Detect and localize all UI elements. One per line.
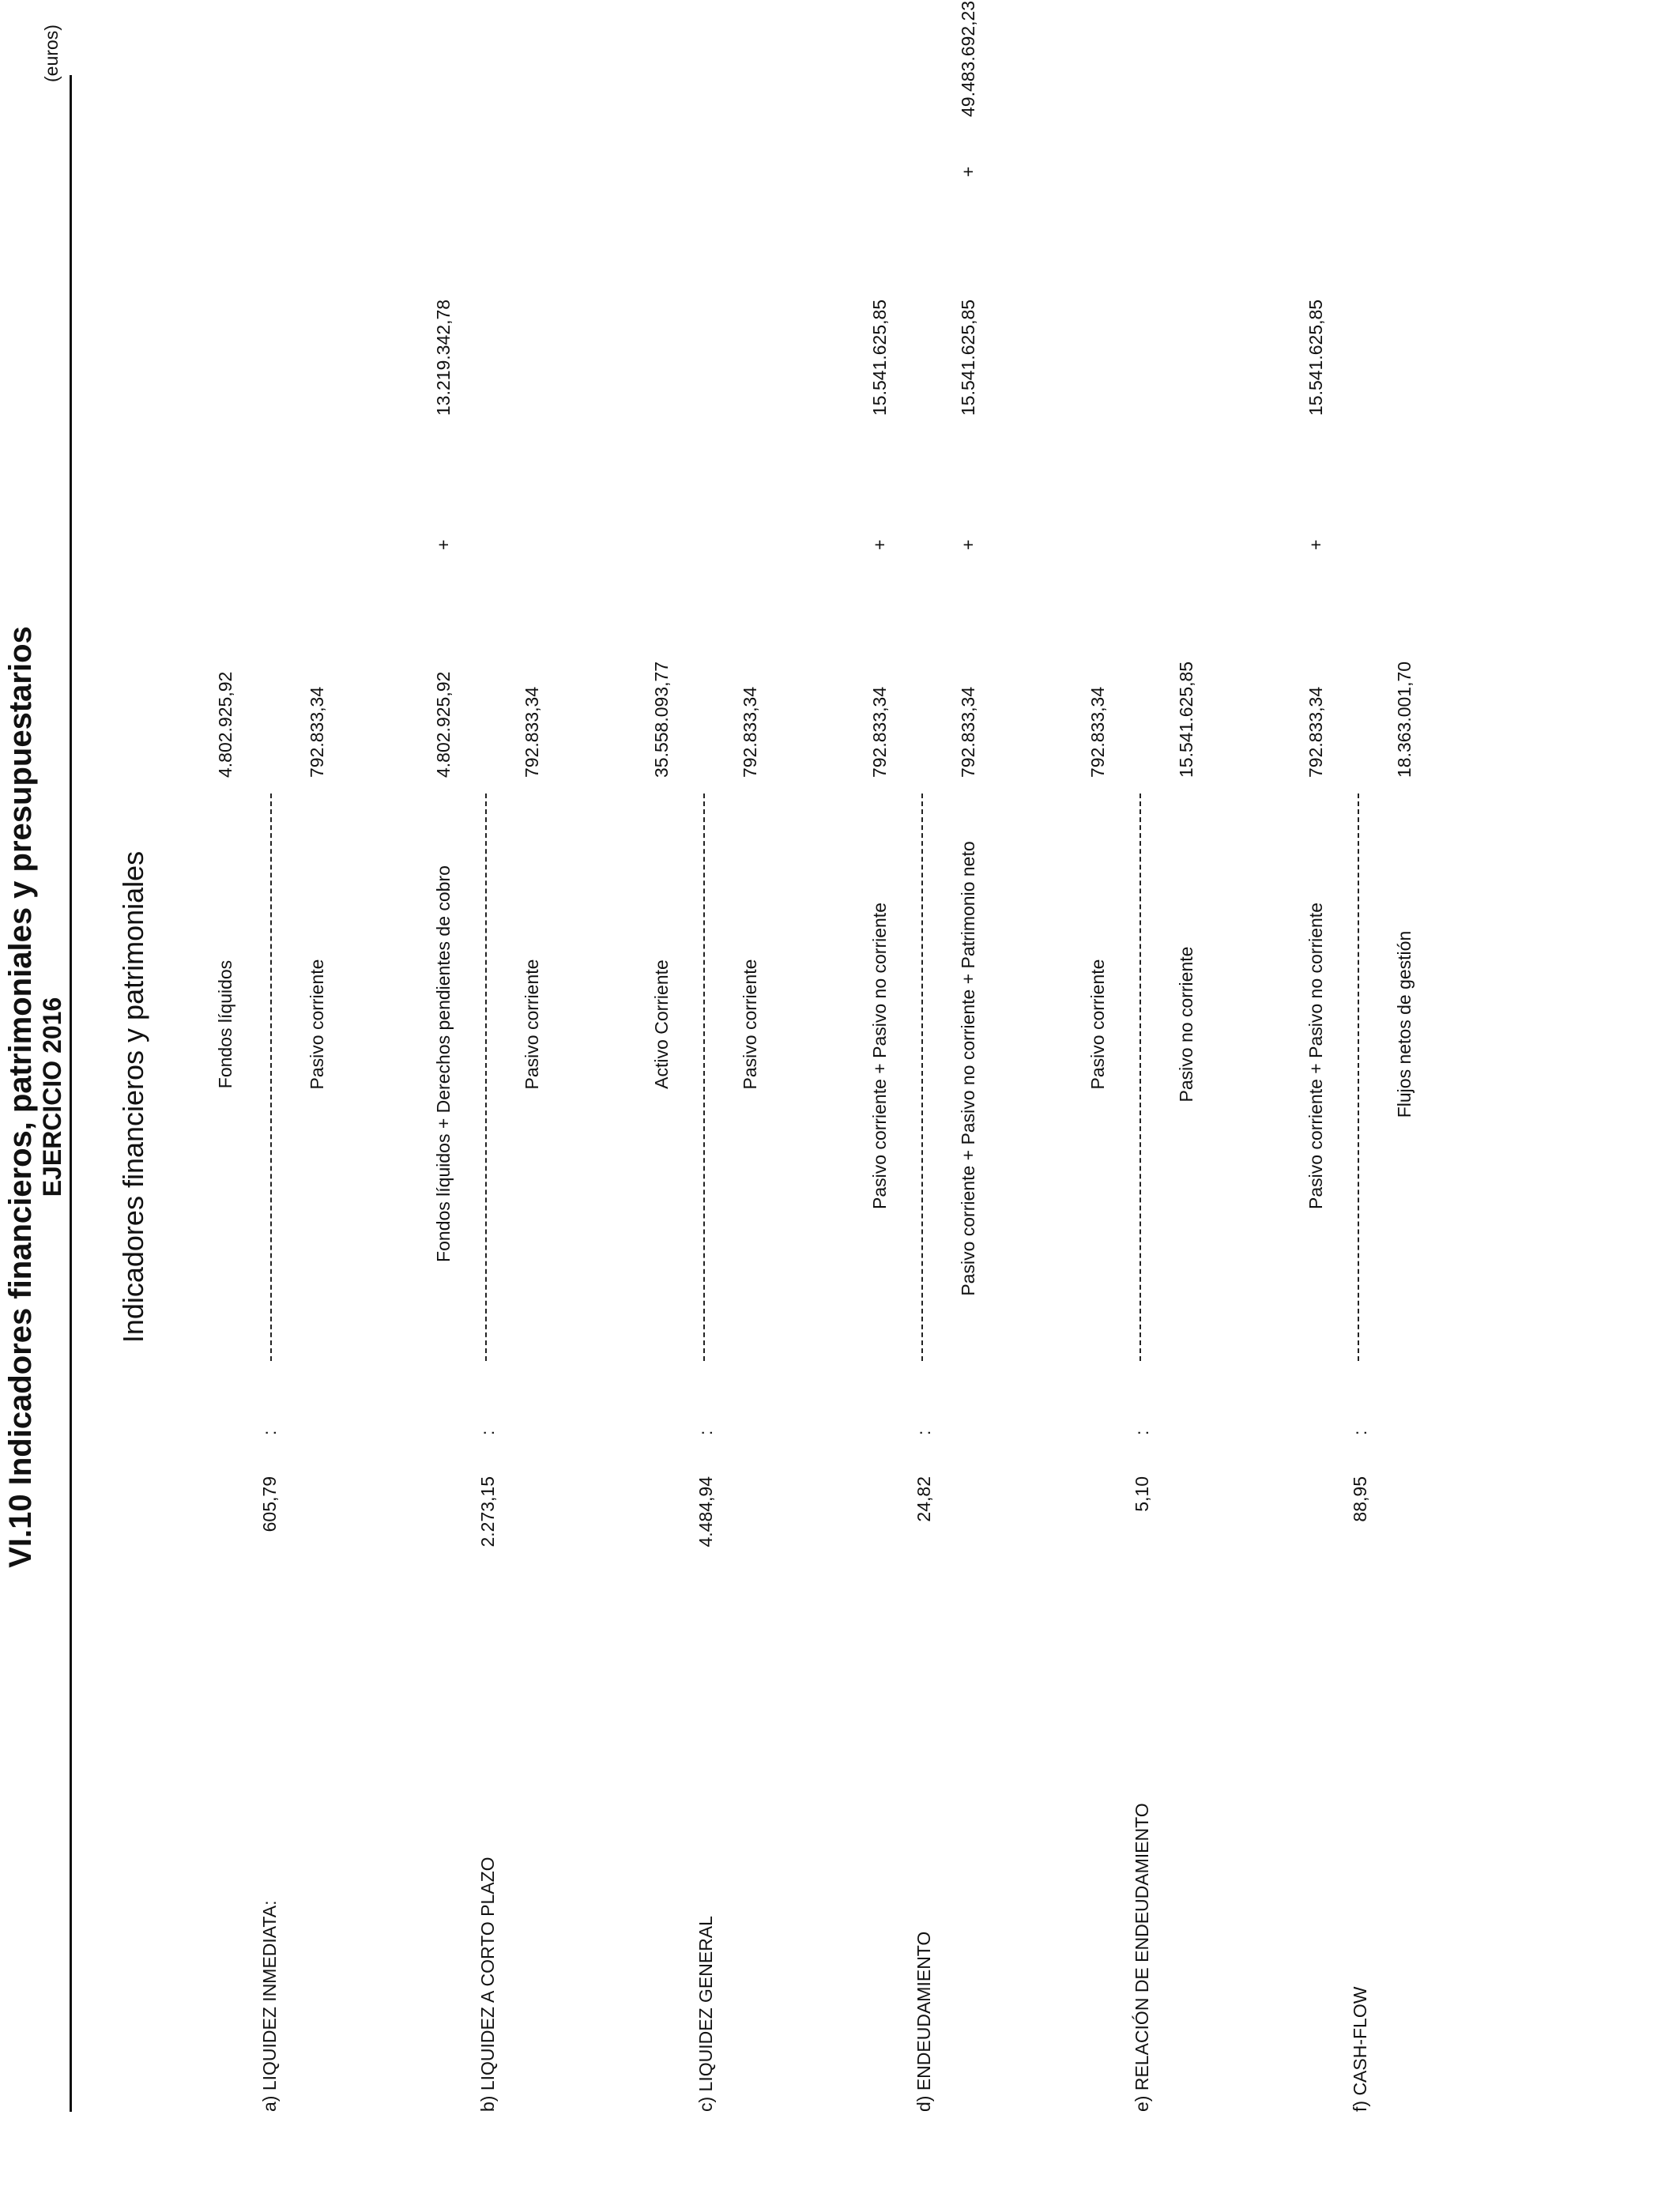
denominator-text: Flujos netos de gestión xyxy=(1394,930,1414,1118)
numerator-amount: 15.541.625,85 xyxy=(869,299,890,416)
indicator-colon: : xyxy=(1132,1430,1152,1435)
numerator-amount: 4.802.925,92 xyxy=(433,671,454,778)
fraction-line xyxy=(921,794,923,1361)
numerator-text: Pasivo corriente + Pasivo no corriente xyxy=(1305,903,1326,1210)
fraction-line xyxy=(485,794,487,1361)
fraction-line xyxy=(703,794,705,1361)
numerator-amount: 15.541.625,85 xyxy=(1305,299,1326,416)
indicator-colon: : xyxy=(913,1430,934,1435)
indicator-label: d) ENDEUDAMIENTO xyxy=(913,1931,934,2112)
numerator-text: Fondos líquidos xyxy=(215,959,235,1089)
indicator-colon: : xyxy=(1350,1430,1370,1435)
indicator-value: 605,79 xyxy=(259,1476,280,1532)
numerator-amount: 792.833,34 xyxy=(869,686,890,778)
denominator-amount: 15.541.625,85 xyxy=(958,299,978,416)
denominator-amount: 18.363.001,70 xyxy=(1394,661,1414,778)
plus-sign: + xyxy=(1305,539,1326,550)
indicator-colon: : xyxy=(259,1430,280,1435)
indicator-colon: : xyxy=(477,1430,498,1435)
numerator-text: Pasivo corriente + Pasivo no corriente xyxy=(869,903,890,1210)
denominator-amount: 792.833,34 xyxy=(307,686,327,778)
denominator-amount: 792.833,34 xyxy=(958,686,978,778)
indicator-label: b) LIQUIDEZ A CORTO PLAZO xyxy=(477,1857,498,2112)
denominator-text: Pasivo corriente xyxy=(307,959,327,1090)
numerator-text: Fondos líquidos + Derechos pendientes de cobro xyxy=(433,865,454,1262)
indicator-label: a) LIQUIDEZ INMEDIATA: xyxy=(259,1900,280,2112)
denominator-text: Pasivo corriente xyxy=(740,959,760,1090)
header-rule xyxy=(70,75,72,2112)
plus-sign: + xyxy=(869,539,890,550)
denominator-amount: 792.833,34 xyxy=(740,686,760,778)
section-title: Indicadores financieros y patrimoniales xyxy=(117,850,149,1344)
numerator-amount: 792.833,34 xyxy=(1305,686,1326,778)
page-title: VI.10 Indicadores financieros, patrimoniales y presupuestarios xyxy=(3,626,38,1568)
numerator-amount: 4.802.925,92 xyxy=(215,671,235,778)
fraction-line xyxy=(1358,794,1359,1361)
numerator-text: Activo Corriente xyxy=(651,959,672,1089)
denominator-amount: 15.541.625,85 xyxy=(1176,661,1196,778)
denominator-text: Pasivo no corriente xyxy=(1176,946,1196,1103)
denominator-text: Pasivo corriente xyxy=(522,959,542,1090)
numerator-amount: 13.219.342,78 xyxy=(433,299,454,416)
numerator-text: Pasivo corriente xyxy=(1087,959,1108,1090)
indicator-label: c) LIQUIDEZ GENERAL xyxy=(695,1916,716,2112)
plus-sign: + xyxy=(958,166,978,177)
indicator-value: 4.484,94 xyxy=(695,1476,716,1547)
indicator-value: 2.273,15 xyxy=(477,1476,498,1547)
indicator-value: 5,10 xyxy=(1132,1476,1152,1512)
plus-sign: + xyxy=(958,539,978,550)
numerator-amount: 792.833,34 xyxy=(1087,686,1108,778)
indicator-label: e) RELACIÓN DE ENDEUDAMIENTO xyxy=(1132,1803,1152,2112)
indicator-label: f) CASH-FLOW xyxy=(1350,1986,1370,2112)
fraction-line xyxy=(270,794,272,1361)
denominator-amount: 49.483.692,23 xyxy=(958,0,978,117)
denominator-amount: 792.833,34 xyxy=(522,686,542,778)
plus-sign: + xyxy=(433,539,454,550)
exercise-year: EJERCICIO 2016 xyxy=(38,997,66,1197)
denominator-text: Pasivo corriente + Pasivo no corriente + Patrimonio neto xyxy=(958,841,978,1296)
indicator-value: 24,82 xyxy=(913,1476,934,1522)
indicator-value: 88,95 xyxy=(1350,1476,1370,1522)
indicator-colon: : xyxy=(695,1430,716,1435)
units-label: (euros) xyxy=(41,25,62,82)
numerator-amount: 35.558.093,77 xyxy=(651,661,672,778)
fraction-line xyxy=(1139,794,1141,1361)
